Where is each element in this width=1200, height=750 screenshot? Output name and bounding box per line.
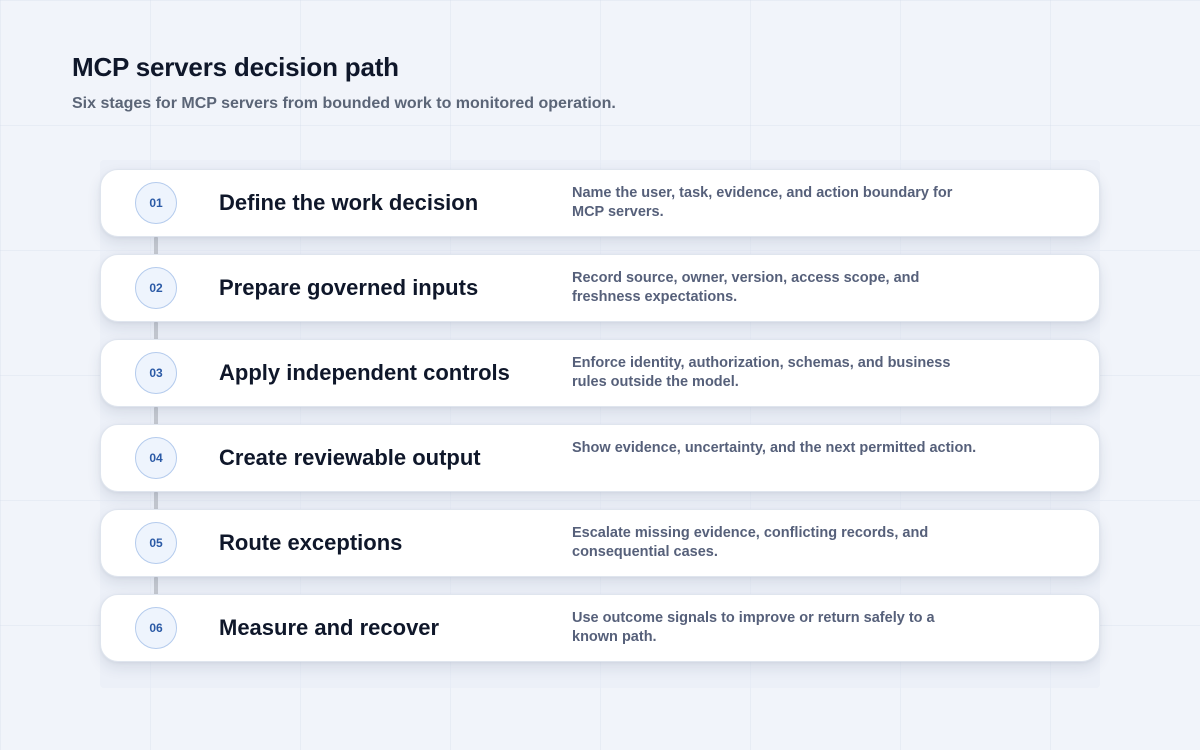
stage-connector (154, 322, 158, 340)
stage-description: Escalate missing evidence, conflicting records, and consequential cases. (572, 525, 929, 560)
stage-card-2 (100, 254, 1100, 322)
stage-connector (154, 407, 158, 425)
stage-description: Enforce identity, authorization, schemas, and business rules outside the model. (572, 355, 951, 390)
stage-connector (154, 237, 158, 255)
stage-description: Record source, owner, version, access scope, and freshness expectations. (572, 270, 920, 305)
stage-title: Create reviewable output (219, 445, 481, 470)
stage-number-badge: 02 (135, 267, 177, 309)
stage-title: Prepare governed inputs (219, 275, 479, 300)
page-subtitle: Six stages for MCP servers from bounded work to monitored operation. (72, 95, 616, 112)
stage-card-4 (100, 424, 1100, 492)
stage-number-badge: 04 (135, 437, 177, 479)
stage-number-badge: 06 (135, 607, 177, 649)
stage-title: Route exceptions (219, 530, 403, 555)
page-title: MCP servers decision path (72, 52, 399, 82)
stage-number-badge: 01 (135, 182, 177, 224)
stage-title: Apply independent controls (219, 360, 510, 385)
stage-description: Show evidence, uncertainty, and the next permitted action. (572, 440, 977, 456)
stage-connector (154, 492, 158, 510)
stage-title: Measure and recover (219, 615, 440, 640)
stage-description: Name the user, task, evidence, and action boundary for MCP servers. (572, 185, 953, 220)
stage-card-6 (100, 594, 1100, 662)
stage-number-badge: 05 (135, 522, 177, 564)
stage-card-1 (100, 169, 1100, 237)
stage-title: Define the work decision (219, 190, 479, 215)
stage-number-badge: 03 (135, 352, 177, 394)
stage-card-5 (100, 509, 1100, 577)
stage-card-3 (100, 339, 1100, 407)
stage-connector (154, 577, 158, 595)
stage-description: Use outcome signals to improve or return safely to a known path. (572, 610, 935, 645)
